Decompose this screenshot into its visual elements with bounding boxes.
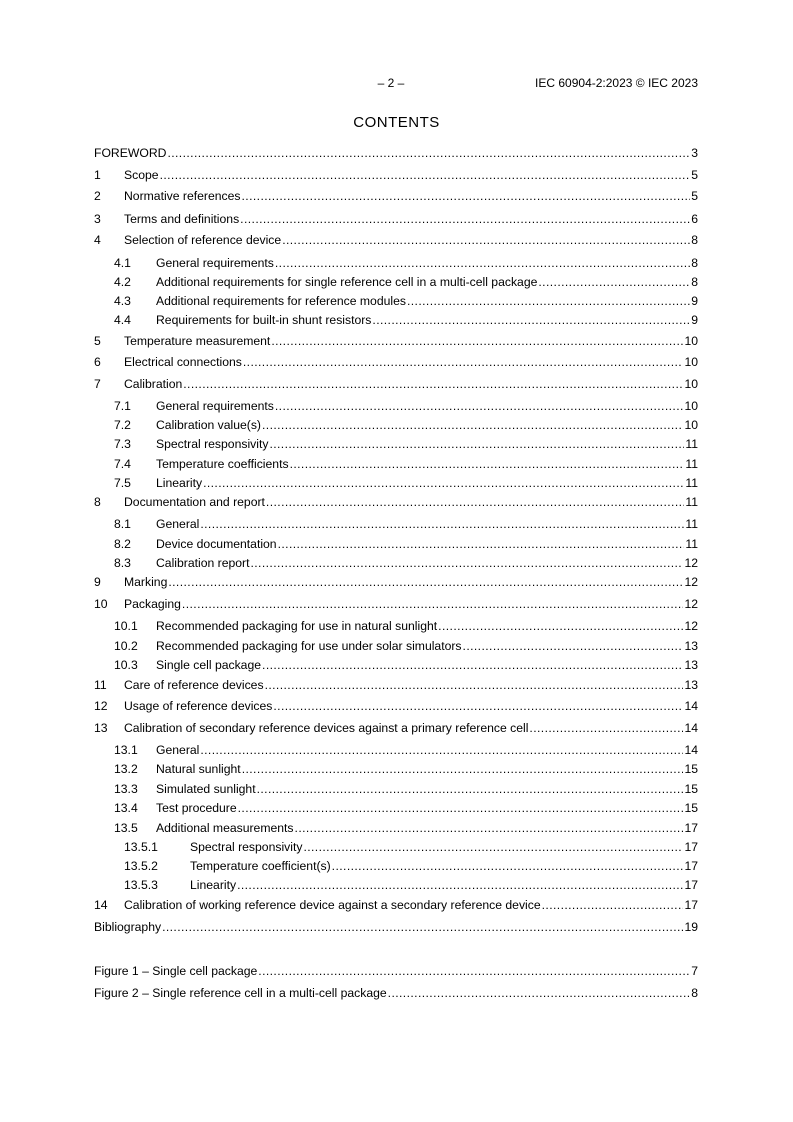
toc-entry[interactable] — [94, 597, 698, 614]
dot-leader — [200, 743, 683, 757]
dot-leader — [332, 859, 684, 873]
dot-leader — [250, 556, 683, 570]
toc-entry[interactable] — [94, 743, 698, 760]
toc-entry[interactable] — [94, 537, 698, 554]
toc-page-number: 3 — [691, 146, 698, 160]
toc-label: Calibration report — [156, 556, 250, 570]
toc-entry[interactable] — [94, 355, 698, 372]
dot-leader — [542, 898, 684, 912]
toc-page-number: 11 — [685, 457, 698, 471]
toc-entry[interactable] — [94, 334, 698, 351]
toc-label: Electrical connections — [124, 355, 242, 369]
dot-leader — [200, 517, 684, 531]
dot-leader — [295, 821, 684, 835]
toc-label: Figure 2 – Single reference cell in a multi-cell package — [94, 986, 387, 1000]
toc-number: 9 — [94, 575, 101, 589]
dot-leader — [271, 334, 683, 348]
toc-page-number: 15 — [684, 801, 698, 815]
toc-label: Spectral responsivity — [190, 840, 303, 854]
toc-label: Scope — [124, 168, 159, 182]
toc-entry[interactable] — [94, 399, 698, 416]
dot-leader — [273, 699, 683, 713]
dot-leader — [242, 189, 691, 203]
toc-entry[interactable] — [94, 275, 698, 292]
dot-leader — [262, 418, 683, 432]
toc-page-number: 11 — [685, 537, 698, 551]
toc-label: Linearity — [190, 878, 237, 892]
toc-page-number: 14 — [684, 699, 698, 713]
toc-page-number: 13 — [684, 678, 698, 692]
dot-leader — [407, 294, 690, 308]
toc-number: 8 — [94, 495, 101, 509]
toc-page-number: 8 — [691, 986, 698, 1000]
toc-label: Temperature coefficients — [156, 457, 289, 471]
toc-entry[interactable] — [94, 878, 698, 895]
toc-page-number: 9 — [691, 313, 698, 327]
toc-label: Requirements for built-in shunt resistors — [156, 313, 372, 327]
dot-leader — [238, 801, 684, 815]
toc-page-number: 8 — [691, 233, 698, 247]
toc-page-number: 10 — [684, 418, 698, 432]
toc-label: Simulated sunlight — [156, 782, 256, 796]
toc-entry[interactable] — [94, 146, 698, 163]
toc-page-number: 10 — [684, 377, 698, 391]
toc-entry[interactable] — [94, 721, 698, 738]
toc-label: Figure 1 – Single cell package — [94, 964, 258, 978]
toc-entry[interactable] — [94, 920, 698, 937]
toc-label: Calibration of secondary reference devices against a primary reference cell — [124, 721, 529, 735]
toc-entry[interactable] — [94, 556, 698, 573]
toc-entry[interactable] — [94, 294, 698, 311]
toc-label: Single cell package — [156, 658, 262, 672]
toc-label: Normative references — [124, 189, 241, 203]
toc-number: 13.3 — [114, 782, 138, 796]
toc-label: Marking — [124, 575, 168, 589]
toc-page-number: 10 — [684, 334, 698, 348]
toc-number: 12 — [94, 699, 108, 713]
dot-leader — [275, 256, 690, 270]
toc-page-number: 14 — [684, 743, 698, 757]
toc-number: 6 — [94, 355, 101, 369]
toc-entry[interactable] — [94, 168, 698, 185]
toc-label: Care of reference devices — [124, 678, 264, 692]
dot-leader — [265, 678, 684, 692]
dot-leader — [538, 275, 690, 289]
toc-label: Device documentation — [156, 537, 277, 551]
figure-list-entry[interactable] — [94, 986, 698, 1003]
dot-leader — [183, 377, 683, 391]
toc-entry[interactable] — [94, 476, 698, 493]
toc-number: 13.5.1 — [124, 840, 158, 854]
dot-leader — [162, 920, 683, 934]
toc-entry[interactable] — [94, 658, 698, 675]
dot-leader — [167, 146, 690, 160]
toc-number: 13 — [94, 721, 108, 735]
toc-page-number: 12 — [684, 556, 698, 570]
toc-number: 7.2 — [114, 418, 131, 432]
toc-page-number: 15 — [684, 762, 698, 776]
toc-label: Linearity — [156, 476, 203, 490]
toc-label: Recommended packaging for use in natural sunlight — [156, 619, 438, 633]
toc-label: Usage of reference devices — [124, 699, 273, 713]
toc-entry[interactable] — [94, 418, 698, 435]
toc-entry[interactable] — [94, 821, 698, 838]
toc-label: Packaging — [124, 597, 181, 611]
toc-entry[interactable] — [94, 256, 698, 273]
toc-number: 4.2 — [114, 275, 131, 289]
toc-number: 10.3 — [114, 658, 138, 672]
toc-label: General — [156, 743, 200, 757]
page-header — [0, 76, 793, 92]
toc-page-number: 6 — [691, 212, 698, 226]
toc-entry[interactable] — [94, 840, 698, 857]
toc-number: 13.2 — [114, 762, 138, 776]
toc-entry[interactable] — [94, 575, 698, 592]
dot-leader — [258, 964, 690, 978]
toc-label: Calibration of working reference device against a secondary reference device — [124, 898, 541, 912]
toc-page-number: 10 — [684, 399, 698, 413]
toc-number: 7.1 — [114, 399, 131, 413]
toc-label: Additional measurements — [156, 821, 294, 835]
toc-number: 13.5.2 — [124, 859, 158, 873]
toc-label: FOREWORD — [94, 146, 167, 160]
dot-leader — [168, 575, 683, 589]
toc-number: 7 — [94, 377, 101, 391]
toc-page-number: 17 — [684, 840, 698, 854]
toc-entry[interactable] — [94, 639, 698, 656]
toc-number: 4 — [94, 233, 101, 247]
toc-label: Terms and definitions — [124, 212, 240, 226]
toc-number: 14 — [94, 898, 108, 912]
toc-entry[interactable] — [94, 859, 698, 876]
toc-entry[interactable] — [94, 457, 698, 474]
dot-leader — [237, 878, 683, 892]
toc-page-number: 8 — [691, 256, 698, 270]
toc-label: Calibration value(s) — [156, 418, 261, 432]
toc-number: 4.3 — [114, 294, 131, 308]
toc-label: Documentation and report — [124, 495, 265, 509]
toc-label: Natural sunlight — [156, 762, 241, 776]
toc-page-number: 11 — [685, 517, 698, 531]
standard-reference: IEC 60904-2:2023 © IEC 2023 — [535, 76, 698, 90]
dot-leader — [282, 233, 690, 247]
toc-page-number: 11 — [685, 437, 698, 451]
page-title: CONTENTS — [353, 114, 440, 131]
dot-leader — [203, 476, 684, 490]
dot-leader — [257, 782, 684, 796]
toc-number: 10 — [94, 597, 108, 611]
toc-entry[interactable] — [94, 437, 698, 454]
toc-number: 13.5.3 — [124, 878, 158, 892]
dot-leader — [266, 495, 684, 509]
dot-leader — [290, 457, 685, 471]
toc-label: Temperature coefficient(s) — [190, 859, 331, 873]
toc-entry[interactable] — [94, 619, 698, 636]
dot-leader — [372, 313, 690, 327]
dot-leader — [303, 840, 683, 854]
toc-page-number: 13 — [684, 658, 698, 672]
toc-number: 7.5 — [114, 476, 131, 490]
toc-number: 8.3 — [114, 556, 131, 570]
toc-entry[interactable] — [94, 233, 698, 250]
toc-entry[interactable] — [94, 898, 698, 915]
dot-leader — [243, 355, 684, 369]
dot-leader — [262, 658, 683, 672]
dot-leader — [242, 762, 684, 776]
toc-page-number: 5 — [691, 168, 698, 182]
toc-page-number: 10 — [684, 355, 698, 369]
toc-label: Bibliography — [94, 920, 162, 934]
toc-label: Recommended packaging for use under solar simulators — [156, 639, 462, 653]
dot-leader — [160, 168, 691, 182]
toc-page-number: 13 — [684, 639, 698, 653]
toc-number: 4.1 — [114, 256, 131, 270]
toc-number: 10.1 — [114, 619, 138, 633]
dot-leader — [463, 639, 684, 653]
toc-page-number: 17 — [684, 821, 698, 835]
toc-entry[interactable] — [94, 313, 698, 330]
toc-page-number: 14 — [684, 721, 698, 735]
toc-page-number: 17 — [684, 898, 698, 912]
dot-leader — [240, 212, 690, 226]
toc-page-number: 11 — [685, 495, 698, 509]
dot-leader — [388, 986, 691, 1000]
toc-label: General requirements — [156, 399, 274, 413]
toc-number: 13.5 — [114, 821, 138, 835]
toc-entry[interactable] — [94, 678, 698, 695]
toc-page-number: 15 — [684, 782, 698, 796]
dot-leader — [438, 619, 683, 633]
figure-list-entry[interactable] — [94, 964, 698, 981]
toc-number: 1 — [94, 168, 101, 182]
toc-entry[interactable] — [94, 699, 698, 716]
toc-label: Selection of reference device — [124, 233, 282, 247]
toc-entry[interactable] — [94, 762, 698, 779]
toc-number: 13.1 — [114, 743, 138, 757]
toc-number: 8.2 — [114, 537, 131, 551]
toc-label: Additional requirements for reference modules — [156, 294, 406, 308]
toc-number: 10.2 — [114, 639, 138, 653]
toc-number: 13.4 — [114, 801, 138, 815]
toc-number: 3 — [94, 212, 101, 226]
toc-number: 4.4 — [114, 313, 131, 327]
toc-number: 11 — [94, 678, 107, 692]
toc-page-number: 8 — [691, 275, 698, 289]
toc-label: General — [156, 517, 200, 531]
toc-label: Temperature measurement — [124, 334, 271, 348]
toc-label: Calibration — [124, 377, 183, 391]
toc-entry[interactable] — [94, 782, 698, 799]
toc-page-number: 12 — [684, 619, 698, 633]
toc-label: Additional requirements for single reference cell in a multi-cell package — [156, 275, 538, 289]
toc-entry[interactable] — [94, 189, 698, 206]
toc-page-number: 5 — [691, 189, 698, 203]
toc-page-number: 12 — [684, 597, 698, 611]
toc-entry[interactable] — [94, 377, 698, 394]
toc-entry[interactable] — [94, 517, 698, 534]
toc-number: 8.1 — [114, 517, 131, 531]
toc-page-number: 12 — [684, 575, 698, 589]
toc-entry[interactable] — [94, 801, 698, 818]
toc-entry[interactable] — [94, 495, 698, 512]
dot-leader — [529, 721, 683, 735]
toc-page-number: 7 — [691, 964, 698, 978]
toc-number: 2 — [94, 189, 101, 203]
dot-leader — [275, 399, 684, 413]
toc-page-number: 19 — [684, 920, 698, 934]
toc-number: 7.3 — [114, 437, 131, 451]
dot-leader — [278, 537, 685, 551]
dot-leader — [182, 597, 684, 611]
toc-label: General requirements — [156, 256, 274, 270]
page-number-label: – 2 – — [377, 76, 405, 90]
toc-page-number: 9 — [691, 294, 698, 308]
toc-page-number: 17 — [684, 859, 698, 873]
toc-entry[interactable] — [94, 212, 698, 229]
toc-number: 7.4 — [114, 457, 131, 471]
toc-page-number: 11 — [685, 476, 698, 490]
toc-label: Spectral responsivity — [156, 437, 269, 451]
toc-page-number: 17 — [684, 878, 698, 892]
dot-leader — [269, 437, 684, 451]
toc-label: Test procedure — [156, 801, 237, 815]
toc-number: 5 — [94, 334, 101, 348]
